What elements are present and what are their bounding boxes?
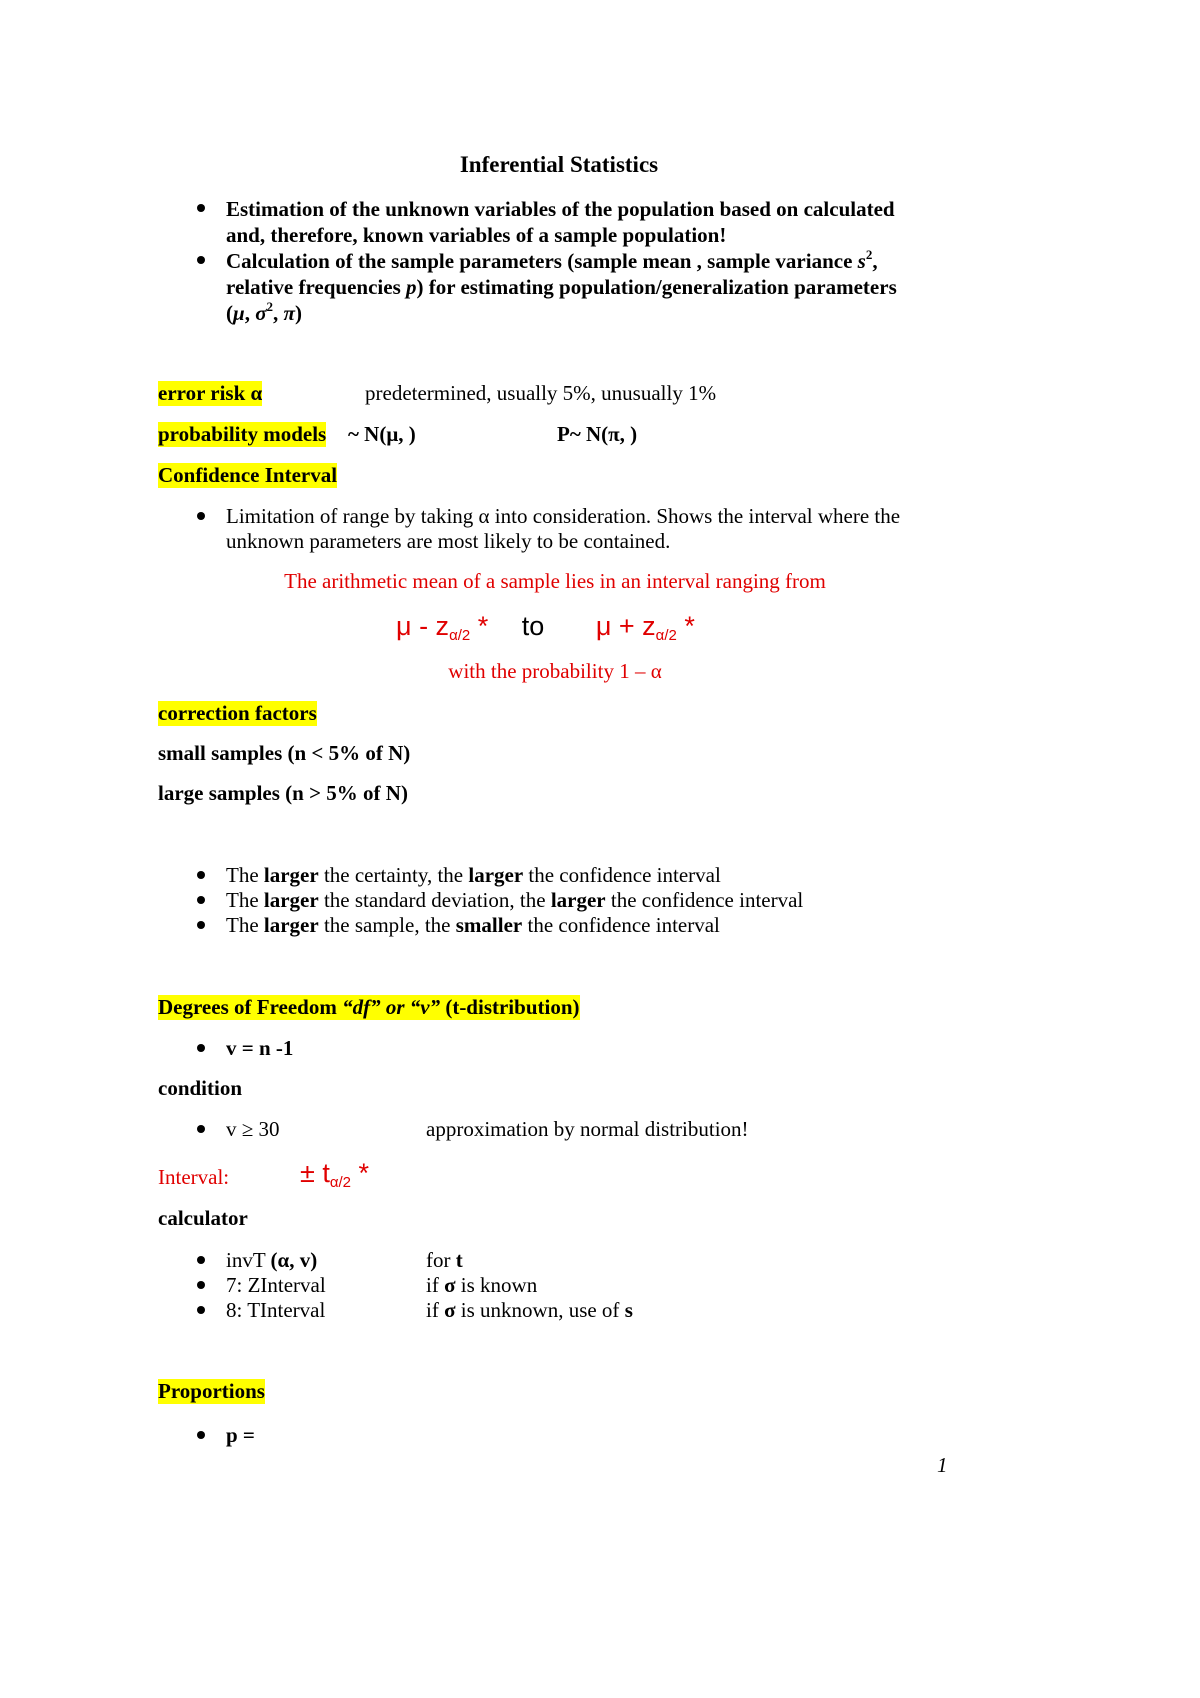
probability-models-label: probability models bbox=[158, 422, 327, 446]
correction-factors-heading: correction factors bbox=[158, 701, 317, 725]
symbol-mu: μ bbox=[233, 301, 245, 325]
text-fragment: is known bbox=[455, 1273, 538, 1297]
text-fragment: * bbox=[351, 1158, 370, 1188]
text-fragment: the confidence interval bbox=[522, 913, 720, 937]
bullet-dot bbox=[197, 1044, 205, 1052]
proportions-heading: Proportions bbox=[158, 1379, 265, 1403]
bullet-dot bbox=[197, 1256, 205, 1264]
text-fragment: The bbox=[226, 863, 264, 887]
subscript: α/2 bbox=[329, 1174, 352, 1191]
interval-label: Interval: bbox=[158, 1165, 230, 1189]
probability-model-normal: ~ N(μ, ) bbox=[348, 422, 416, 446]
larger-bullet-1 bbox=[226, 863, 721, 888]
text-fragment: ( bbox=[226, 301, 233, 325]
text-fragment: the confidence interval bbox=[523, 863, 721, 887]
text-fragment: ± t bbox=[300, 1158, 330, 1188]
symbol-p-hat: P bbox=[557, 422, 570, 446]
condition-label: condition bbox=[158, 1076, 243, 1100]
text-fragment: ~ N(π, ) bbox=[569, 422, 638, 446]
emphasis: smaller bbox=[455, 913, 523, 937]
text-fragment: the sample, the bbox=[318, 913, 456, 937]
probability-model-proportion bbox=[557, 422, 637, 447]
emphasis: larger bbox=[263, 863, 319, 887]
text-fragment: if bbox=[426, 1298, 445, 1322]
condition-bullet: v ≥ 30 bbox=[226, 1117, 280, 1141]
ci-red-sentence: The arithmetic mean of a sample lies in an interval ranging from bbox=[284, 569, 826, 593]
calculator-row-1-right bbox=[426, 1248, 463, 1273]
text-fragment: Degrees of Freedom bbox=[158, 995, 343, 1019]
superscript: 2 bbox=[266, 299, 274, 314]
ci-formula bbox=[396, 611, 695, 642]
symbol-pi: π bbox=[283, 301, 295, 325]
text-fragment: , bbox=[872, 249, 878, 273]
error-risk-value: predetermined, usually 5%, unusually 1% bbox=[365, 381, 717, 405]
text-fragment: ) for estimating population/generalization parameters bbox=[416, 275, 897, 299]
text-fragment: invT bbox=[226, 1248, 271, 1272]
intro-bullet-2-line-1 bbox=[226, 249, 878, 274]
ci-bullet-line-2: unknown parameters are most likely to be contained. bbox=[226, 529, 671, 553]
intro-bullet-1-line-1: Estimation of the unknown variables of the population based on calculated bbox=[226, 197, 895, 221]
formula-lower-bound bbox=[396, 611, 489, 644]
calculator-label: calculator bbox=[158, 1206, 248, 1230]
text-fragment: the certainty, the bbox=[318, 863, 469, 887]
bullet-dot bbox=[197, 1306, 205, 1314]
text-fragment: * bbox=[676, 611, 695, 641]
emphasis: larger bbox=[263, 888, 319, 912]
larger-bullet-3 bbox=[226, 913, 720, 938]
text-fragment: relative frequencies bbox=[226, 275, 407, 299]
emphasis: σ bbox=[444, 1273, 456, 1297]
emphasis: (α, v) bbox=[270, 1248, 318, 1272]
text-fragment: , bbox=[244, 301, 256, 325]
emphasis: larger bbox=[263, 913, 319, 937]
proportions-bullet: p = bbox=[226, 1423, 255, 1447]
formula-upper-bound bbox=[595, 611, 695, 644]
text-fragment: + z bbox=[611, 611, 656, 641]
bullet-dot bbox=[197, 1431, 205, 1439]
subscript: α/2 bbox=[655, 627, 677, 644]
emphasis: larger bbox=[468, 863, 524, 887]
text-fragment: The bbox=[226, 888, 264, 912]
calculator-row-3-right bbox=[426, 1298, 633, 1323]
confidence-interval-heading: Confidence Interval bbox=[158, 463, 338, 487]
text-fragment: Calculation of the sample parameters (sample mean , sample variance bbox=[226, 249, 858, 273]
symbol-s: s bbox=[857, 249, 866, 273]
text-fragment: - z bbox=[411, 611, 450, 641]
text-fragment: The bbox=[226, 913, 264, 937]
df-formula: v = n -1 bbox=[226, 1036, 294, 1060]
text-fragment: is unknown, use of bbox=[455, 1298, 625, 1322]
intro-bullet-2-line-2 bbox=[226, 275, 897, 300]
emphasis: σ bbox=[444, 1298, 456, 1322]
bullet-dot bbox=[197, 871, 205, 879]
bullet-dot bbox=[197, 1125, 205, 1133]
symbol-sigma: σ bbox=[255, 301, 267, 325]
calculator-row-2-right bbox=[426, 1273, 537, 1298]
small-samples: small samples (n < 5% of N) bbox=[158, 741, 411, 765]
text-fragment: * bbox=[470, 611, 489, 641]
intro-bullet-1-line-2: and, therefore, known variables of a sample population! bbox=[226, 223, 727, 247]
bullet-dot bbox=[197, 512, 205, 520]
interval-formula bbox=[300, 1158, 369, 1189]
calculator-row-1-left bbox=[226, 1248, 317, 1273]
large-samples: large samples (n > 5% of N) bbox=[158, 781, 408, 805]
symbol-p: p bbox=[406, 275, 417, 299]
superscript: 2 bbox=[865, 247, 873, 262]
degrees-of-freedom-heading bbox=[158, 995, 580, 1020]
page-title: Inferential Statistics bbox=[459, 152, 659, 177]
ci-bullet-line-1: Limitation of range by taking α into consideration. Shows the interval where the bbox=[226, 504, 901, 528]
formula-to: to bbox=[521, 611, 545, 641]
bullet-dot bbox=[197, 896, 205, 904]
text-fragment: for bbox=[426, 1248, 456, 1272]
page-number: 1 bbox=[937, 1453, 948, 1477]
error-risk-label: error risk α bbox=[158, 381, 263, 405]
text-fragment: if bbox=[426, 1273, 445, 1297]
symbol-mu: μ bbox=[396, 611, 412, 641]
emphasis: s bbox=[624, 1298, 633, 1322]
emphasis: t bbox=[455, 1248, 463, 1272]
text-fragment: the confidence interval bbox=[605, 888, 804, 912]
ci-probability-line: with the probability 1 – α bbox=[448, 659, 662, 683]
text-fragment: the standard deviation, the bbox=[318, 888, 551, 912]
text-fragment: , bbox=[273, 301, 284, 325]
text-fragment: ) bbox=[294, 301, 302, 325]
symbol-mu: μ bbox=[595, 611, 612, 641]
intro-bullet-2-line-3 bbox=[226, 301, 302, 326]
bullet-dot bbox=[197, 1281, 205, 1289]
condition-note: approximation by normal distribution! bbox=[426, 1117, 749, 1141]
text-fragment: “df” or “v” bbox=[342, 995, 441, 1019]
larger-bullet-2 bbox=[226, 888, 803, 913]
bullet-dot bbox=[197, 204, 205, 212]
emphasis: larger bbox=[550, 888, 606, 912]
subscript: α/2 bbox=[449, 627, 471, 644]
bullet-dot bbox=[197, 921, 205, 929]
calculator-row-2-left: 7: ZInterval bbox=[226, 1273, 326, 1297]
bullet-dot bbox=[197, 256, 205, 264]
text-fragment: (t-distribution) bbox=[440, 995, 580, 1019]
calculator-row-3-left: 8: TInterval bbox=[226, 1298, 326, 1322]
